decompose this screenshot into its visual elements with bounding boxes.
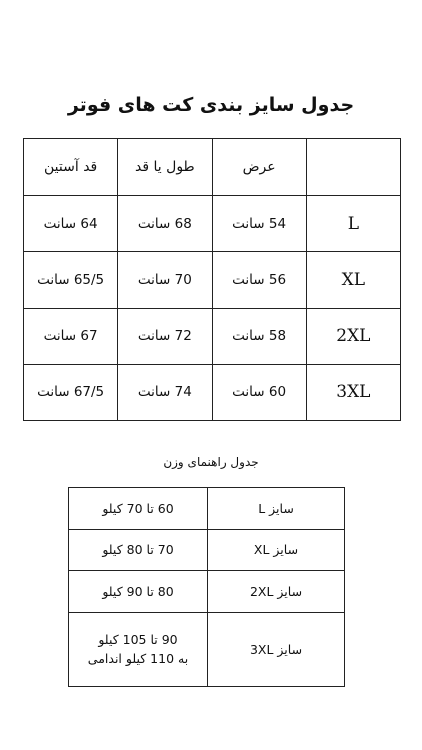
weight-size-cell: سایز 3XL xyxy=(208,612,345,687)
header-cell-sleeve: قد آستین xyxy=(24,139,118,196)
weight-row xyxy=(69,529,345,571)
weight-guide-title: جدول راهنمای وزن xyxy=(163,455,259,469)
length-cell: 74 سانت xyxy=(118,364,212,420)
width-cell: 56 سانت xyxy=(212,252,306,308)
weight-note: به 110 کیلو اندامی xyxy=(87,651,189,667)
header-cell-width: عرض xyxy=(212,139,306,196)
weight-row xyxy=(69,571,345,613)
width-cell: 60 سانت xyxy=(212,364,306,420)
size-row xyxy=(24,364,401,420)
length-cell: 68 سانت xyxy=(118,196,212,252)
weight-range: 70 تا 80 کیلو xyxy=(102,542,174,558)
weight-range: 60 تا 70 کیلو xyxy=(102,500,174,516)
size-cell: XL xyxy=(306,252,400,308)
size-cell: L xyxy=(306,196,400,252)
size-row xyxy=(24,252,401,308)
weight-range: 80 تا 90 کیلو xyxy=(102,583,174,599)
size-chart-table xyxy=(23,138,401,421)
weight-size-cell: سایز XL xyxy=(208,529,345,571)
sleeve-cell: 67/5 سانت xyxy=(24,364,118,420)
weight-range: 90 تا 105 کیلو xyxy=(98,631,178,647)
sleeve-cell: 65/5 سانت xyxy=(24,252,118,308)
weight-row xyxy=(69,612,345,687)
sleeve-cell: 64 سانت xyxy=(24,196,118,252)
length-cell: 70 سانت xyxy=(118,252,212,308)
size-cell: 3XL xyxy=(306,364,400,420)
weight-range-cell xyxy=(69,571,208,613)
weight-range-cell xyxy=(69,612,208,687)
width-cell: 58 سانت xyxy=(212,308,306,364)
header-cell-length: طول یا قد xyxy=(118,139,212,196)
weight-row xyxy=(69,488,345,530)
width-cell: 54 سانت xyxy=(212,196,306,252)
header-cell-size xyxy=(306,139,400,196)
weight-guide-table xyxy=(68,487,345,687)
weight-size-cell: سایز 2XL xyxy=(208,571,345,613)
weight-range-cell xyxy=(69,529,208,571)
size-row xyxy=(24,196,401,252)
size-row xyxy=(24,308,401,364)
page-title: جدول سایز بندی کت های فوتر xyxy=(67,94,355,116)
size-cell: 2XL xyxy=(306,308,400,364)
size-chart-header-row xyxy=(24,139,401,196)
weight-range-cell xyxy=(69,488,208,530)
length-cell: 72 سانت xyxy=(118,308,212,364)
sleeve-cell: 67 سانت xyxy=(24,308,118,364)
weight-size-cell: سایز L xyxy=(208,488,345,530)
